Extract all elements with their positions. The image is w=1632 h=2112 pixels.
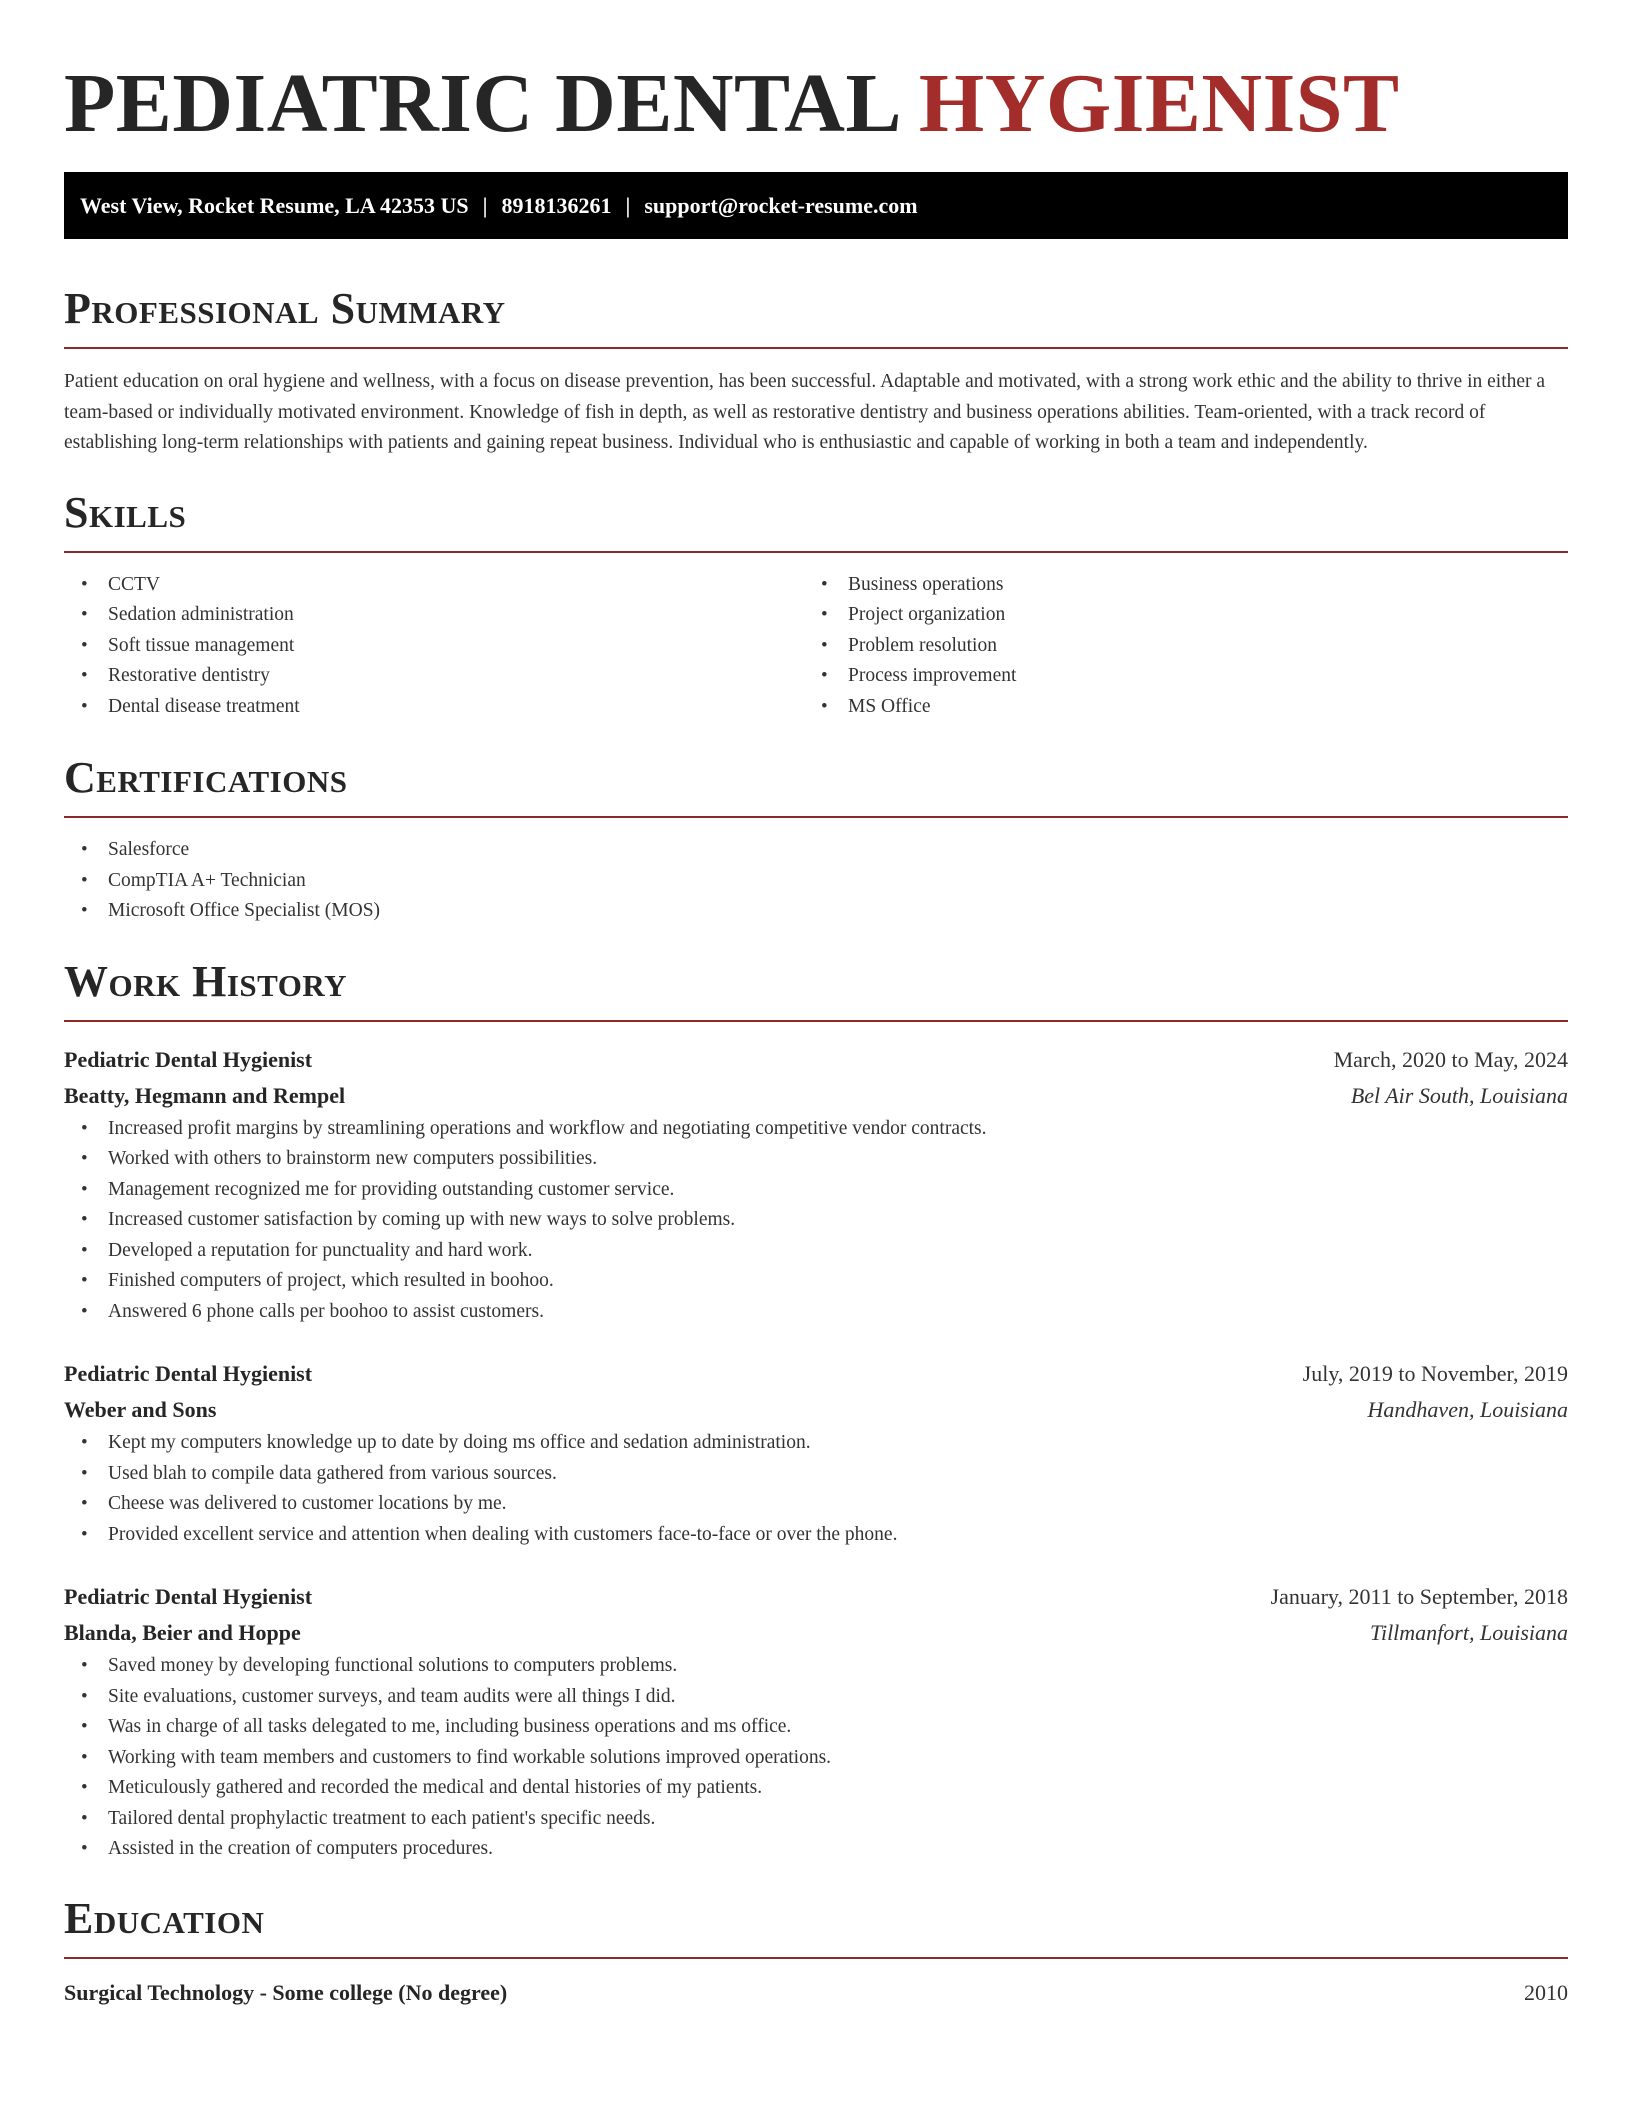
- skill-item: • MS Office: [804, 692, 1544, 723]
- job-company-row: [64, 1392, 1568, 1428]
- job-company: Blanda, Beier and Hoppe: [64, 1620, 301, 1645]
- certifications-heading: Certifications: [64, 753, 348, 802]
- certification-item: • CompTIA A+ Technician: [64, 866, 1568, 897]
- job-bullet: • Increased profit margins by streamlining operations and workflow and negotiating competitive vendor contracts.: [64, 1114, 1568, 1145]
- work-history-section: [64, 956, 1568, 1865]
- skill-item: • Soft tissue management: [64, 631, 804, 662]
- skills-heading: Skills: [64, 487, 187, 537]
- skills-list-left: [64, 570, 804, 723]
- education-section: [64, 1893, 1568, 2011]
- contact-separator: |: [482, 193, 488, 218]
- skill-item: • Process improvement: [804, 661, 1544, 692]
- summary-heading: Professional Summary: [64, 284, 506, 333]
- section-divider: [64, 1020, 1568, 1022]
- skill-item: • Sedation administration: [64, 600, 804, 631]
- education-heading: Education: [64, 1893, 265, 1943]
- skills-section: [64, 487, 1568, 723]
- job-location: Handhaven, Louisiana: [1367, 1397, 1568, 1422]
- job-bullets: [64, 1428, 1568, 1550]
- job-bullet: • Management recognized me for providing outstanding customer service.: [64, 1175, 1568, 1206]
- skill-item: • Restorative dentistry: [64, 661, 804, 692]
- job-bullets: [64, 1114, 1568, 1328]
- job-dates: March, 2020 to May, 2024: [1333, 1046, 1568, 1072]
- job-bullet: • Working with team members and customers to find workable solutions improved operations.: [64, 1743, 1568, 1774]
- section-divider: [64, 551, 1568, 553]
- certifications-section: [64, 752, 1568, 927]
- summary-section: [64, 283, 1568, 459]
- summary-text: Patient education on oral hygiene and wellness, with a focus on disease prevention, has been successful. Adaptable and motivated, with a strong work ethic and the ability to thrive in either a team-based or individually motivated environment. Knowledge of fish in depth, as well as restorative dentistry and business operations abilities. Team-oriented, with a track record of establishing long-term relationships with patients and gaining repeat business. Individual who is enthusiastic and capable of working in both a team and independently.: [64, 371, 1546, 453]
- job-header-row: [64, 1042, 1568, 1078]
- resume-name: [64, 0, 1568, 152]
- certification-item: • Microsoft Office Specialist (MOS): [64, 896, 1568, 927]
- job-bullet: • Site evaluations, customer surveys, and team audits were all things I did.: [64, 1682, 1568, 1713]
- job-header-row: [64, 1579, 1568, 1615]
- name-main: PEDIATRIC DENTAL: [64, 57, 898, 150]
- job-entry: [64, 1042, 1568, 1328]
- skills-grid: [64, 570, 1568, 723]
- job-bullet: • Provided excellent service and attention when dealing with customers face-to-face or over the phone.: [64, 1520, 1568, 1551]
- job-location: Bel Air South, Louisiana: [1350, 1082, 1568, 1108]
- job-title: Pediatric Dental Hygienist: [64, 1361, 313, 1386]
- skill-item: • Problem resolution: [804, 631, 1544, 662]
- job-bullet: • Finished computers of project, which resulted in boohoo.: [64, 1266, 1568, 1297]
- job-bullets: [64, 1651, 1568, 1865]
- section-divider: [64, 347, 1568, 349]
- skills-list-right: [804, 570, 1544, 723]
- work-history-heading: Work History: [64, 956, 348, 1006]
- contact-phone: 8918136261: [501, 193, 612, 218]
- job-header-row: [64, 1356, 1568, 1392]
- job-title: Pediatric Dental Hygienist: [64, 1046, 313, 1072]
- job-company-row: [64, 1078, 1568, 1114]
- job-location: Tillmanfort, Louisiana: [1369, 1620, 1568, 1645]
- job-company: Weber and Sons: [64, 1397, 217, 1422]
- contact-email: support@rocket-resume.com: [644, 193, 918, 218]
- job-bullet: • Saved money by developing functional solutions to computers problems.: [64, 1651, 1568, 1682]
- education-row: [64, 1975, 1568, 2011]
- job-bullet: • Meticulously gathered and recorded the medical and dental histories of my patients.: [64, 1773, 1568, 1804]
- section-divider: [64, 1957, 1568, 1959]
- job-bullet: • Was in charge of all tasks delegated to me, including business operations and ms office.: [64, 1712, 1568, 1743]
- skill-item: • Business operations: [804, 570, 1544, 601]
- job-bullet: • Increased customer satisfaction by coming up with new ways to solve problems.: [64, 1205, 1568, 1236]
- skill-item: • Project organization: [804, 600, 1544, 631]
- resume-page: [64, 0, 1568, 2011]
- name-accent: HYGIENIST: [918, 57, 1400, 150]
- job-title: Pediatric Dental Hygienist: [64, 1584, 313, 1609]
- job-bullet: • Developed a reputation for punctuality and hard work.: [64, 1236, 1568, 1267]
- job-bullet: • Cheese was delivered to customer locations by me.: [64, 1489, 1568, 1520]
- education-degree: Surgical Technology - Some college (No degree): [64, 1979, 508, 2005]
- section-divider: [64, 816, 1568, 818]
- job-bullet: • Kept my computers knowledge up to date by doing ms office and sedation administration.: [64, 1428, 1568, 1459]
- job-entry: [64, 1356, 1568, 1550]
- certification-item: • Salesforce: [64, 835, 1568, 866]
- job-entry: [64, 1579, 1568, 1865]
- job-bullet: • Tailored dental prophylactic treatment to each patient's specific needs.: [64, 1804, 1568, 1835]
- job-bullet: • Used blah to compile data gathered from various sources.: [64, 1459, 1568, 1490]
- certifications-list: [64, 835, 1568, 927]
- education-year: 2010: [1524, 1979, 1568, 2005]
- job-dates: January, 2011 to September, 2018: [1270, 1584, 1568, 1609]
- contact-address: West View, Rocket Resume, LA 42353 US: [80, 193, 469, 218]
- job-company-row: [64, 1615, 1568, 1651]
- contact-separator: |: [625, 193, 631, 218]
- job-bullet: • Answered 6 phone calls per boohoo to assist customers.: [64, 1297, 1568, 1328]
- job-bullet: • Assisted in the creation of computers procedures.: [64, 1834, 1568, 1865]
- contact-bar: [64, 172, 1568, 239]
- job-bullet: • Worked with others to brainstorm new computers possibilities.: [64, 1144, 1568, 1175]
- job-dates: July, 2019 to November, 2019: [1302, 1361, 1568, 1386]
- skill-item: • Dental disease treatment: [64, 692, 804, 723]
- skill-item: • CCTV: [64, 570, 804, 601]
- job-company: Beatty, Hegmann and Rempel: [64, 1082, 346, 1108]
